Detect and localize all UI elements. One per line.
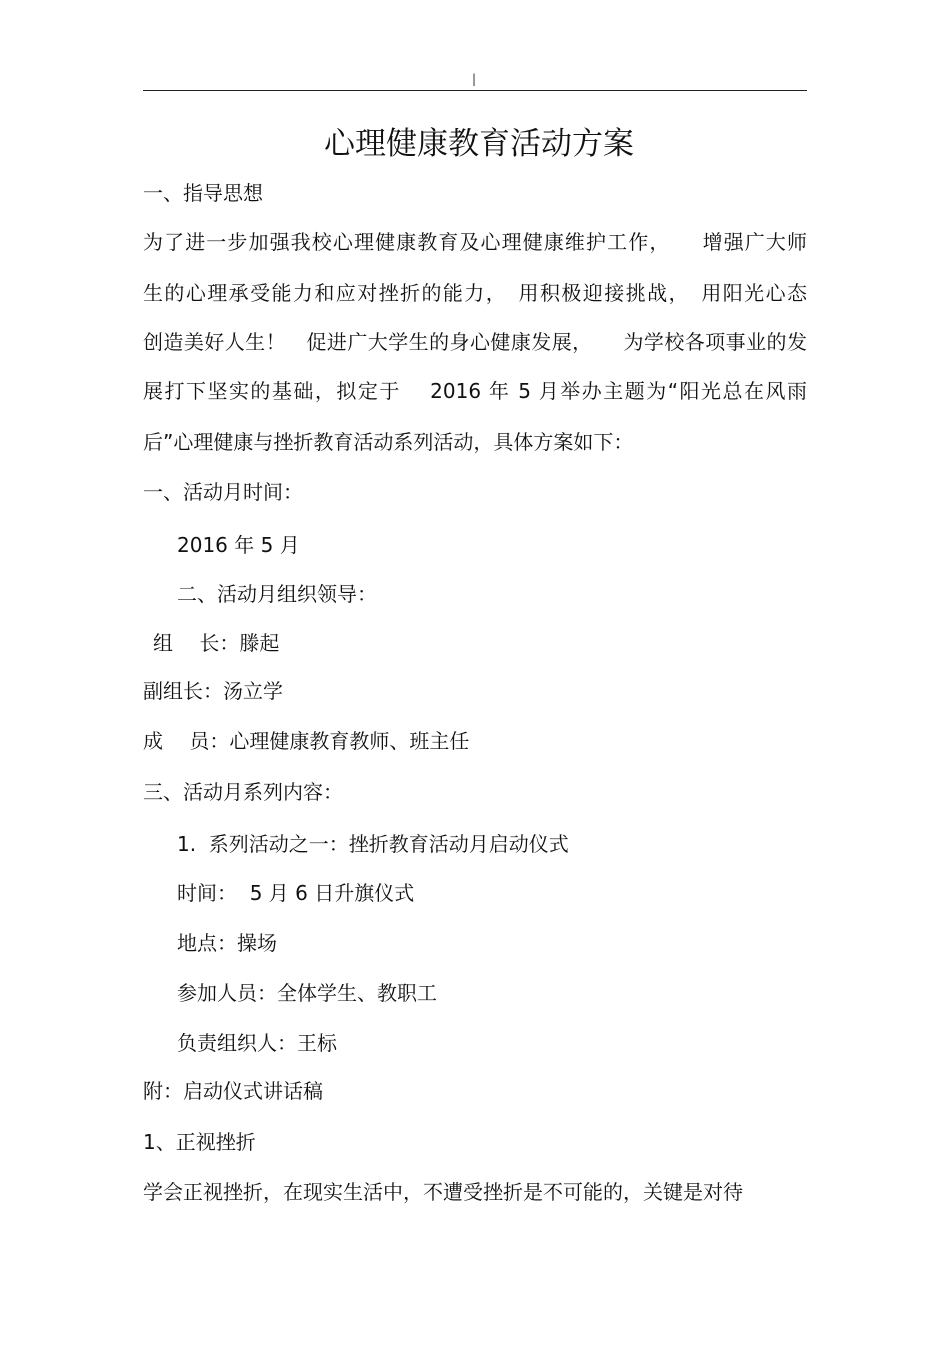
heading-guiding-ideology: 一、指导思想 bbox=[143, 181, 263, 205]
members-line: 成 员：心理健康教育教师、班主任 bbox=[143, 729, 470, 753]
paragraph-line: 生的心理承受能力和应对挫折的能力， 用积极迎接挑战， 用阳光心态 bbox=[143, 281, 807, 305]
activity-item-location: 地点：操场 bbox=[177, 931, 277, 955]
activity-item-participants: 参加人员：全体学生、教职工 bbox=[177, 981, 437, 1005]
subheading-face-setbacks: 1、正视挫折 bbox=[143, 1130, 256, 1154]
activity-item-time: 时间： 5 月 6 日升旗仪式 bbox=[177, 881, 415, 905]
deputy-leader-line: 副组长：汤立学 bbox=[143, 679, 283, 703]
activity-time-value: 2016 年 5 月 bbox=[177, 533, 300, 557]
paragraph-line: 创造美好人生！ 促进广大学生的身心健康发展， 为学校各项事业的发 bbox=[143, 330, 807, 354]
appendix-line: 附：启动仪式讲话稿 bbox=[143, 1079, 323, 1103]
heading-organization: 二、活动月组织领导： bbox=[177, 582, 377, 606]
paragraph-line: 展打下坚实的基础，拟定于 2016 年 5 月举办主题为“阳光总在风雨 bbox=[143, 379, 807, 403]
activity-item-organizer: 负责组织人：王标 bbox=[177, 1031, 337, 1055]
header-mark: | bbox=[472, 72, 477, 86]
leader-line: 组 长：滕起 bbox=[153, 631, 280, 655]
document-title: 心理健康教育活动方案 bbox=[324, 126, 634, 162]
paragraph-line: 学会正视挫折，在现实生活中，不遭受挫折是不可能的，关键是对待 bbox=[143, 1180, 743, 1204]
paragraph-line: 后”心理健康与挫折教育活动系列活动，具体方案如下： bbox=[143, 430, 634, 454]
activity-item-title: 1. 系列活动之一：挫折教育活动月启动仪式 bbox=[177, 832, 569, 856]
paragraph-line: 为了进一步加强我校心理健康教育及心理健康维护工作， 增强广大师 bbox=[143, 230, 807, 254]
heading-activity-time: 一、活动月时间： bbox=[143, 480, 303, 504]
header-rule bbox=[143, 90, 807, 91]
heading-activity-contents: 三、活动月系列内容： bbox=[143, 780, 343, 804]
